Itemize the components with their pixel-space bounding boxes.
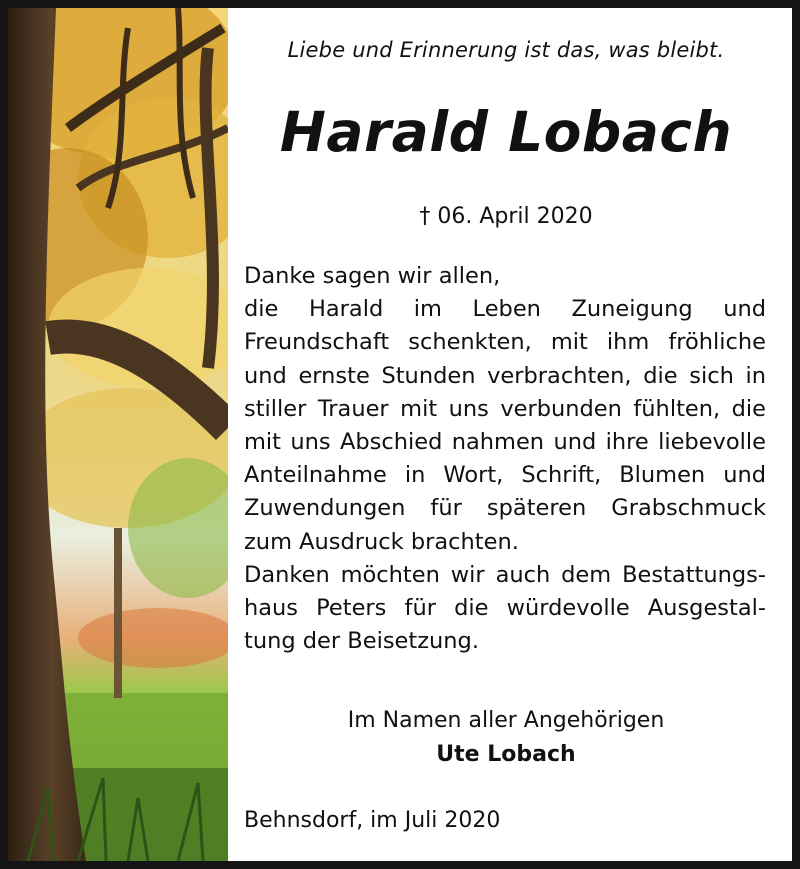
body-line: mit uns Abschied nahmen und ihre liebevolle bbox=[244, 429, 766, 456]
body-line: Anteilnahme in Wort, Schrift, Blumen und bbox=[244, 462, 766, 489]
notice-text-column bbox=[244, 8, 768, 861]
body-line: Danke sagen wir allen, bbox=[244, 263, 501, 289]
body-line: Danken möchten wir auch dem Bestattungs- bbox=[244, 561, 766, 588]
thank-you-text bbox=[244, 260, 766, 658]
body-line: Zuwendungen für späteren Grabschmuck bbox=[244, 495, 766, 522]
death-date: † 06. April 2020 bbox=[419, 204, 593, 229]
body-line: Freundschaft schenkten, mit ihm fröhliche bbox=[244, 329, 766, 356]
body-line: tung der Beisetzung. bbox=[244, 628, 479, 655]
body-line: haus Peters für die würdevolle Ausgestal- bbox=[244, 595, 766, 622]
signature-name: Ute Lobach bbox=[436, 742, 576, 767]
body-line: die Harald im Leben Zuneigung und bbox=[244, 296, 766, 323]
autumn-tree-photo bbox=[8, 8, 228, 861]
body-line: und ernste Stunden verbrachten, die sich in bbox=[244, 362, 766, 389]
body-line: zum Ausdruck brachten. bbox=[244, 528, 519, 555]
body-line: stiller Trauer mit uns verbunden fühlten, die bbox=[244, 395, 766, 422]
motto-line: Liebe und Erinnerung ist das, was bleibt. bbox=[287, 38, 725, 62]
signature-intro: Im Namen aller Angehörigen bbox=[347, 708, 665, 733]
place-and-date: Behnsdorf, im Juli 2020 bbox=[244, 808, 501, 833]
deceased-name: Harald Lobach bbox=[279, 100, 733, 164]
